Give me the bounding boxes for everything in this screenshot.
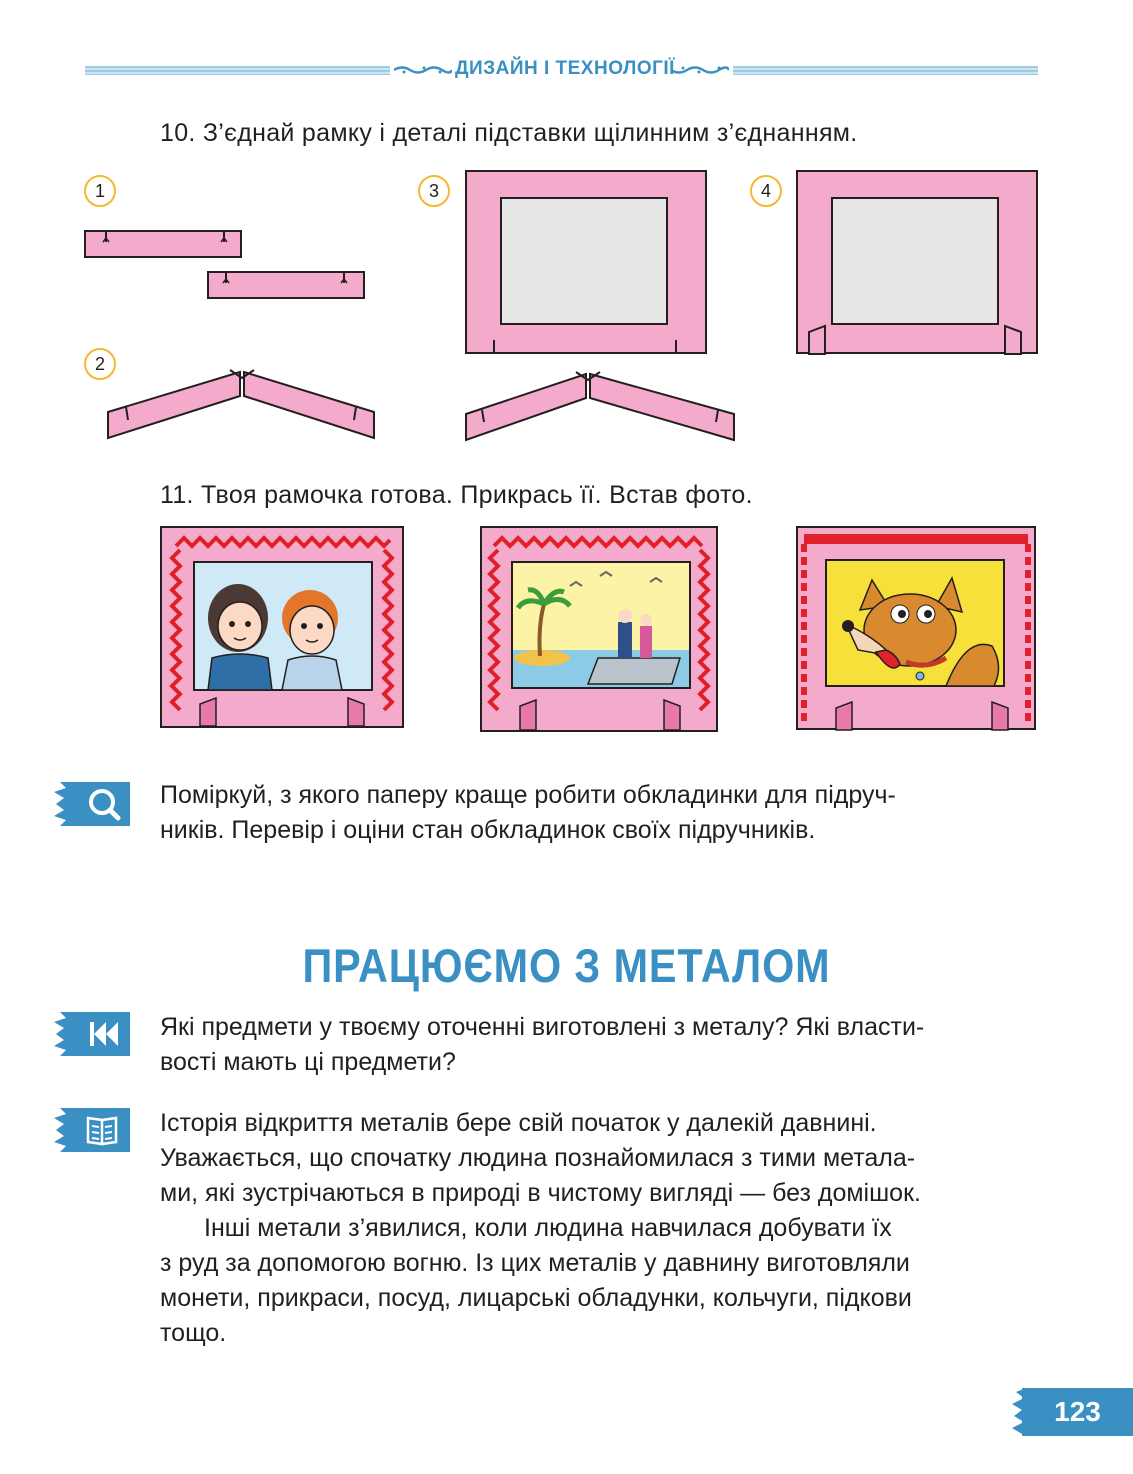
step-badge-4: 4 [750,175,782,207]
read-paragraph [160,1106,1036,1351]
read-line-7: тощо. [160,1319,227,1347]
header-rule-left [85,66,390,75]
book-icon [52,1106,130,1154]
header-rule-right [733,66,1038,75]
read-line-4: Інші метали з’явилися, коли людина навчилася добувати їх [204,1214,892,1242]
decorated-frame-dog-photo [796,526,1040,732]
header-ornament-left [394,64,452,76]
decorated-frame-island-photo [480,526,722,734]
read-line-6: монети, прикраси, посуд, лицарські обладунки, кольчуги, підкови [160,1284,912,1312]
think-paragraph [160,778,1036,848]
task-11-text: 11. Твоя рамочка готова. Прикрась її. Встав фото. [160,481,753,509]
recall-line-2: вості мають ці предмети? [160,1048,456,1076]
think-line-1: Поміркуй, з якого паперу краще робити обкладинки для підруч- [160,781,896,809]
read-line-5: з руд за допомогою вогню. Із цих металів у давнину виготовляли [160,1249,910,1277]
decorated-frame-children-photo [160,526,406,730]
recall-paragraph [160,1010,1036,1080]
read-line-1: Історія відкриття металів бере свій початок у далекій давнині. [160,1109,877,1137]
ornament-icon [394,64,452,76]
read-line-3: ми, які зустрічаються в природі в чистому вигляді — без домішок. [160,1179,921,1207]
read-line-2: Уважається, що спочатку людина познайомилася з тими метала- [160,1144,916,1172]
think-line-2: ників. Перевір і оціни стан обкладинок своїх підручників. [160,816,816,844]
header-title: ДИЗАЙН І ТЕХНОЛОГІЇ [455,58,675,79]
step-badge-2: 2 [84,348,116,380]
step-3-frame-with-stand [464,170,738,442]
page-number: 123 [1022,1388,1133,1436]
section-title: ПРАЦЮЄМО З МЕТАЛОМ [302,939,831,992]
magnifier-icon [52,780,130,828]
step-badge-1: 1 [84,175,116,207]
step-1-stand-strips [84,230,366,300]
step-2-joined-stand [106,368,378,440]
header-ornament-right [671,64,729,76]
step-badge-3: 3 [418,175,450,207]
recall-line-1: Які предмети у твоєму оточенні виготовлені з металу? Які власти- [160,1013,925,1041]
task-10-text: 10. З’єднай рамку і деталі підставки щілинним з’єднанням. [160,119,858,147]
rewind-icon [52,1010,130,1058]
ornament-icon [671,64,729,76]
step-4-assembled-frame [795,170,1039,356]
